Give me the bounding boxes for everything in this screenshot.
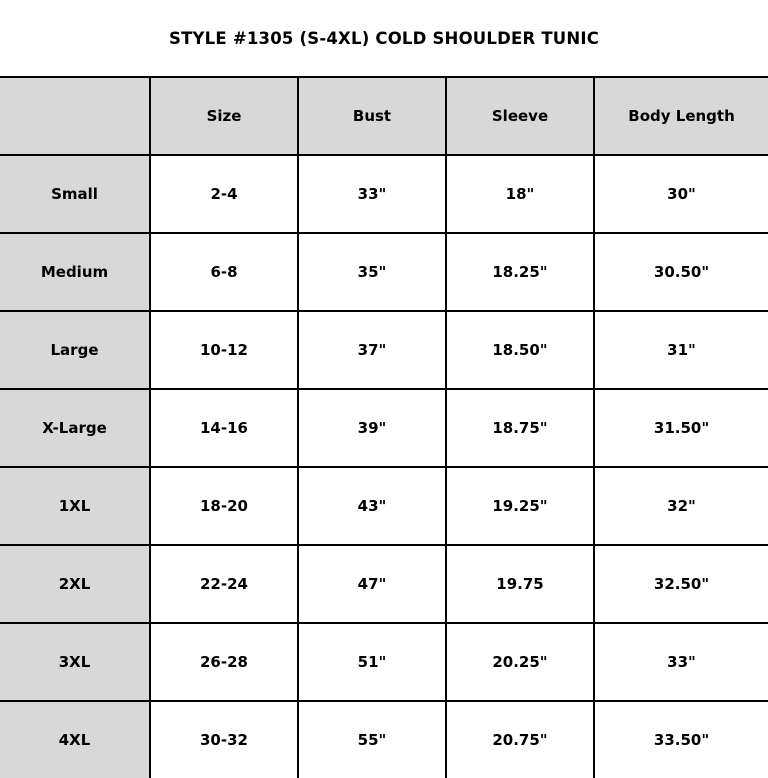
header-corner-cell xyxy=(0,77,150,155)
table-header-row xyxy=(0,77,768,155)
cell-size: 26-28 xyxy=(150,623,298,701)
cell-sleeve: 19.25" xyxy=(446,467,594,545)
cell-body-length: 33.50" xyxy=(594,701,768,778)
cell-bust: 47" xyxy=(298,545,446,623)
cell-size: 2-4 xyxy=(150,155,298,233)
table-row xyxy=(0,389,768,467)
cell-sleeve: 18.25" xyxy=(446,233,594,311)
row-label: 3XL xyxy=(0,623,150,701)
cell-size: 22-24 xyxy=(150,545,298,623)
cell-bust: 39" xyxy=(298,389,446,467)
table-row xyxy=(0,623,768,701)
table-row xyxy=(0,311,768,389)
cell-body-length: 30" xyxy=(594,155,768,233)
table-row xyxy=(0,467,768,545)
cell-size: 6-8 xyxy=(150,233,298,311)
cell-body-length: 31" xyxy=(594,311,768,389)
cell-bust: 33" xyxy=(298,155,446,233)
cell-body-length: 31.50" xyxy=(594,389,768,467)
column-header-body-length: Body Length xyxy=(594,77,768,155)
row-label: Small xyxy=(0,155,150,233)
cell-body-length: 30.50" xyxy=(594,233,768,311)
row-label: Large xyxy=(0,311,150,389)
page-title: STYLE #1305 (S-4XL) COLD SHOULDER TUNIC xyxy=(0,0,768,77)
row-label: X-Large xyxy=(0,389,150,467)
row-label: 2XL xyxy=(0,545,150,623)
cell-sleeve: 18.50" xyxy=(446,311,594,389)
cell-bust: 51" xyxy=(298,623,446,701)
cell-bust: 43" xyxy=(298,467,446,545)
cell-size: 14-16 xyxy=(150,389,298,467)
cell-sleeve: 20.25" xyxy=(446,623,594,701)
cell-body-length: 33" xyxy=(594,623,768,701)
table-row xyxy=(0,233,768,311)
cell-body-length: 32" xyxy=(594,467,768,545)
cell-size: 10-12 xyxy=(150,311,298,389)
cell-sleeve: 20.75" xyxy=(446,701,594,778)
column-header-sleeve: Sleeve xyxy=(446,77,594,155)
row-label: 4XL xyxy=(0,701,150,778)
cell-bust: 35" xyxy=(298,233,446,311)
row-label: Medium xyxy=(0,233,150,311)
column-header-bust: Bust xyxy=(298,77,446,155)
cell-bust: 55" xyxy=(298,701,446,778)
table-row xyxy=(0,155,768,233)
cell-sleeve: 19.75 xyxy=(446,545,594,623)
cell-body-length: 32.50" xyxy=(594,545,768,623)
cell-sleeve: 18.75" xyxy=(446,389,594,467)
cell-bust: 37" xyxy=(298,311,446,389)
cell-size: 30-32 xyxy=(150,701,298,778)
row-label: 1XL xyxy=(0,467,150,545)
cell-size: 18-20 xyxy=(150,467,298,545)
cell-sleeve: 18" xyxy=(446,155,594,233)
table-row xyxy=(0,545,768,623)
table-row xyxy=(0,701,768,778)
title-row xyxy=(0,0,768,77)
column-header-size: Size xyxy=(150,77,298,155)
